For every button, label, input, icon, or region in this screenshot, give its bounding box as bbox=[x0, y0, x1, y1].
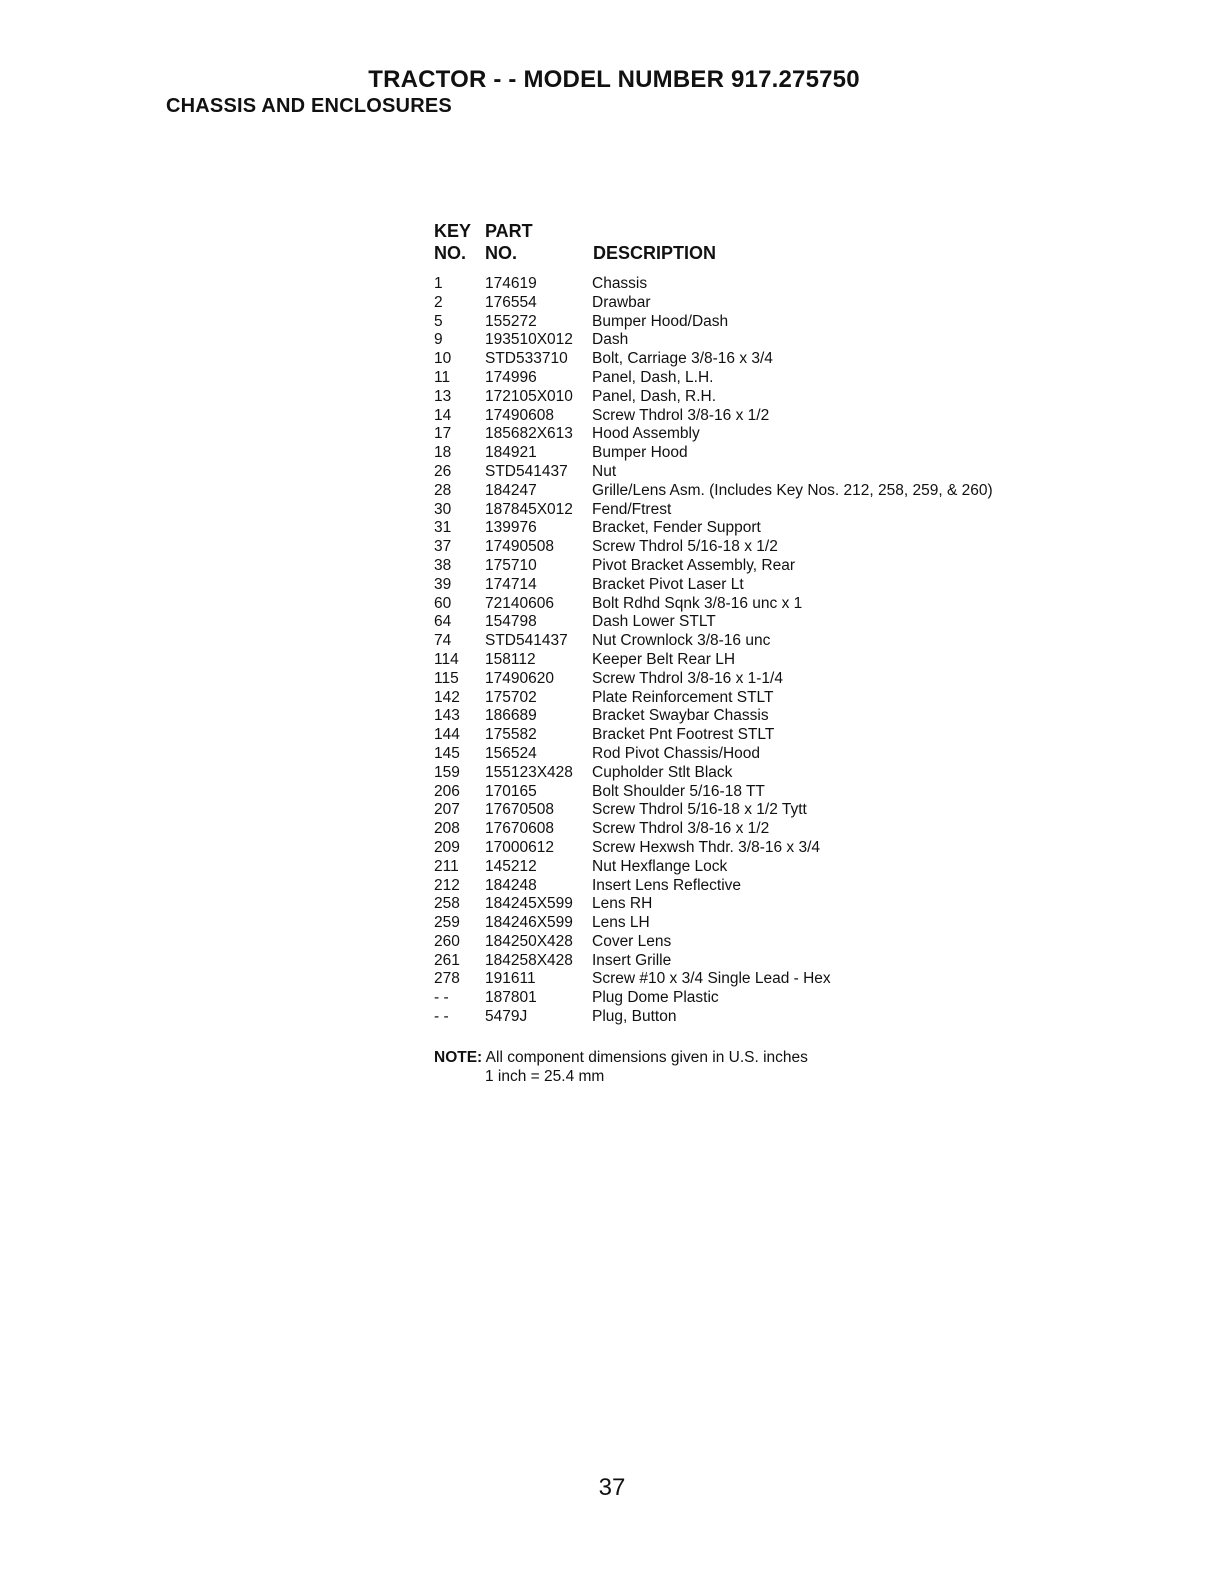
key-number: 18 bbox=[434, 444, 452, 462]
key-number: 64 bbox=[434, 613, 452, 631]
part-description: Plug Dome Plastic bbox=[592, 989, 719, 1007]
part-number: 175582 bbox=[485, 726, 537, 744]
table-row bbox=[434, 764, 1094, 783]
key-number: 60 bbox=[434, 594, 452, 612]
table-row bbox=[434, 651, 1094, 670]
table-row bbox=[434, 425, 1094, 444]
key-number: 211 bbox=[434, 857, 459, 875]
part-number: 174714 bbox=[485, 575, 537, 593]
part-description: Bumper Hood bbox=[592, 444, 688, 462]
table-row bbox=[434, 820, 1094, 839]
table-row bbox=[434, 726, 1094, 745]
part-description: Drawbar bbox=[592, 293, 651, 311]
key-number: 114 bbox=[434, 650, 459, 668]
table-row bbox=[434, 632, 1094, 651]
note-block bbox=[434, 1049, 808, 1086]
part-description: Nut Crownlock 3/8-16 unc bbox=[592, 632, 771, 650]
part-number: 187845X012 bbox=[485, 500, 573, 518]
table-row bbox=[434, 595, 1094, 614]
table-row bbox=[434, 970, 1094, 989]
page-title bbox=[0, 66, 1224, 94]
table-row bbox=[434, 369, 1094, 388]
part-number: 184245X599 bbox=[485, 895, 573, 913]
key-number: 258 bbox=[434, 895, 460, 913]
key-number: 13 bbox=[434, 387, 452, 405]
part-number: 184921 bbox=[485, 444, 537, 462]
table-row bbox=[434, 914, 1094, 933]
part-description: Bracket Pivot Laser Lt bbox=[592, 575, 744, 593]
part-number: 17670508 bbox=[485, 801, 554, 819]
part-number: 176554 bbox=[485, 293, 537, 311]
table-row bbox=[434, 801, 1094, 820]
table-row bbox=[434, 388, 1094, 407]
part-description: Bracket Swaybar Chassis bbox=[592, 707, 769, 725]
part-description: Screw Thdrol 5/16-18 x 1/2 Tytt bbox=[592, 801, 807, 819]
key-number: 206 bbox=[434, 782, 460, 800]
part-number: 174619 bbox=[485, 275, 537, 292]
part-number: 193510X012 bbox=[485, 331, 573, 349]
part-description: Bumper Hood/Dash bbox=[592, 312, 729, 330]
table-row bbox=[434, 331, 1094, 350]
part-description: Lens RH bbox=[592, 895, 653, 913]
part-number: 184250X428 bbox=[485, 932, 573, 950]
table-row bbox=[434, 538, 1094, 557]
header-part-line2: NO. bbox=[485, 243, 518, 263]
key-number: 11 bbox=[434, 368, 451, 386]
table-row bbox=[434, 745, 1094, 764]
part-number: 172105X010 bbox=[485, 387, 573, 405]
table-row bbox=[434, 576, 1094, 595]
part-number: 158112 bbox=[485, 650, 536, 668]
key-number: 115 bbox=[434, 669, 459, 687]
part-number: 185682X613 bbox=[485, 425, 573, 443]
key-number: 260 bbox=[434, 932, 460, 950]
part-description: Grille/Lens Asm. (Includes Key Nos. 212, 258, 259, & 260) bbox=[592, 481, 993, 499]
part-description: Pivot Bracket Assembly, Rear bbox=[592, 556, 796, 574]
key-number: 28 bbox=[434, 481, 452, 499]
part-number: 175702 bbox=[485, 688, 537, 706]
part-description: Insert Lens Reflective bbox=[592, 876, 742, 894]
part-number: 72140606 bbox=[485, 594, 554, 612]
part-description: Rod Pivot Chassis/Hood bbox=[592, 744, 760, 762]
table-row bbox=[434, 839, 1094, 858]
key-number: 259 bbox=[434, 914, 460, 932]
part-description: Hood Assembly bbox=[592, 425, 700, 443]
table-row bbox=[434, 444, 1094, 463]
key-number: 278 bbox=[434, 970, 460, 988]
part-number: 187801 bbox=[485, 989, 537, 1007]
part-description: Panel, Dash, L.H. bbox=[592, 368, 714, 386]
part-description: Screw Thdrol 5/16-18 x 1/2 bbox=[592, 538, 778, 556]
part-description: Insert Grille bbox=[592, 951, 672, 969]
key-number: 208 bbox=[434, 820, 460, 838]
part-number: 17000612 bbox=[485, 838, 554, 856]
part-number: 191611 bbox=[485, 970, 536, 988]
part-description: Lens LH bbox=[592, 914, 650, 932]
part-number: 175710 bbox=[485, 556, 537, 574]
part-number: 174996 bbox=[485, 368, 537, 386]
part-description: Dash bbox=[592, 331, 629, 349]
header-description: DESCRIPTION bbox=[593, 243, 717, 263]
page-number: 37 bbox=[598, 1474, 626, 1501]
key-number: 74 bbox=[434, 632, 452, 650]
key-number: 37 bbox=[434, 538, 452, 556]
part-number: 5479J bbox=[485, 1008, 528, 1026]
table-row bbox=[434, 1008, 1094, 1027]
part-number: 17670608 bbox=[485, 820, 554, 838]
part-number: STD541437 bbox=[485, 462, 568, 480]
key-number: 209 bbox=[434, 838, 460, 856]
key-number: 26 bbox=[434, 462, 452, 480]
part-number: 184248 bbox=[485, 876, 537, 894]
table-row bbox=[434, 783, 1094, 802]
key-number: 14 bbox=[434, 406, 452, 424]
table-row bbox=[434, 989, 1094, 1008]
table-row bbox=[434, 858, 1094, 877]
key-number: 145 bbox=[434, 744, 460, 762]
key-number: 144 bbox=[434, 726, 460, 744]
table-row bbox=[434, 313, 1094, 332]
part-description: Screw Thdrol 3/8-16 x 1-1/4 bbox=[592, 669, 783, 687]
part-number: 170165 bbox=[485, 782, 537, 800]
part-description: Fend/Ftrest bbox=[592, 500, 672, 518]
part-number: 17490508 bbox=[485, 538, 554, 556]
part-description: Bolt Shoulder 5/16-18 TT bbox=[592, 782, 765, 800]
part-description: Bracket, Fender Support bbox=[592, 519, 761, 537]
part-description: Screw #10 x 3/4 Single Lead - Hex bbox=[592, 970, 831, 988]
table-row bbox=[434, 613, 1094, 632]
key-number: 30 bbox=[434, 500, 452, 518]
key-number: 5 bbox=[434, 312, 443, 330]
table-row bbox=[434, 501, 1094, 520]
header-key-line1: KEY bbox=[434, 221, 472, 241]
table-row bbox=[434, 895, 1094, 914]
table-row bbox=[434, 952, 1094, 971]
key-number: 31 bbox=[434, 519, 452, 537]
table-row bbox=[434, 933, 1094, 952]
part-number: 17490608 bbox=[485, 406, 554, 424]
key-number: 1 bbox=[434, 275, 443, 292]
note-text: All component dimensions given in U.S. inches bbox=[485, 1049, 808, 1066]
key-number: 207 bbox=[434, 801, 460, 819]
part-number: 154798 bbox=[485, 613, 537, 631]
part-number: 17490620 bbox=[485, 669, 554, 687]
part-description: Keeper Belt Rear LH bbox=[592, 650, 736, 668]
part-description: Screw Hexwsh Thdr. 3/8-16 x 3/4 bbox=[592, 838, 821, 856]
key-number: - - bbox=[434, 1008, 449, 1026]
parts-list bbox=[434, 275, 1094, 1027]
part-description: Cupholder Stlt Black bbox=[592, 763, 733, 781]
part-description: Chassis bbox=[592, 275, 648, 292]
part-number: 184246X599 bbox=[485, 914, 573, 932]
table-row bbox=[434, 707, 1094, 726]
key-number: 10 bbox=[434, 350, 452, 368]
part-description: Nut Hexflange Lock bbox=[592, 857, 728, 875]
table-row bbox=[434, 519, 1094, 538]
part-number: STD533710 bbox=[485, 350, 568, 368]
section-subtitle: CHASSIS AND ENCLOSURES bbox=[166, 95, 452, 117]
table-row bbox=[434, 877, 1094, 896]
key-number: 212 bbox=[434, 876, 460, 894]
key-number: 39 bbox=[434, 575, 452, 593]
part-description: Plug, Button bbox=[592, 1008, 677, 1026]
note-conversion: 1 inch = 25.4 mm bbox=[485, 1067, 605, 1085]
part-description: Screw Thdrol 3/8-16 x 1/2 bbox=[592, 406, 770, 424]
part-description: Bolt, Carriage 3/8-16 x 3/4 bbox=[592, 350, 773, 368]
part-number: 186689 bbox=[485, 707, 537, 725]
header-part-line1: PART bbox=[485, 221, 533, 241]
part-description: Bracket Pnt Footrest STLT bbox=[592, 726, 775, 744]
table-row bbox=[434, 689, 1094, 708]
table-row bbox=[434, 350, 1094, 369]
key-number: 17 bbox=[434, 425, 452, 443]
table-row bbox=[434, 407, 1094, 426]
table-row bbox=[434, 275, 1094, 294]
part-number: 184247 bbox=[485, 481, 537, 499]
note-label: NOTE: bbox=[434, 1049, 483, 1066]
page-title-text: TRACTOR - - MODEL NUMBER 917.275750 bbox=[368, 66, 860, 93]
key-number: 159 bbox=[434, 763, 460, 781]
part-number: 156524 bbox=[485, 744, 537, 762]
table-row bbox=[434, 482, 1094, 501]
part-description: Plate Reinforcement STLT bbox=[592, 688, 774, 706]
part-number: 155272 bbox=[485, 312, 537, 330]
key-number: 261 bbox=[434, 951, 460, 969]
part-description: Screw Thdrol 3/8-16 x 1/2 bbox=[592, 820, 770, 838]
key-number: 9 bbox=[434, 331, 443, 349]
table-row bbox=[434, 294, 1094, 313]
key-number: 143 bbox=[434, 707, 460, 725]
key-number: 2 bbox=[434, 293, 443, 311]
part-number: STD541437 bbox=[485, 632, 568, 650]
key-number: 38 bbox=[434, 556, 452, 574]
part-number: 184258X428 bbox=[485, 951, 573, 969]
part-description: Cover Lens bbox=[592, 932, 672, 950]
part-description: Nut bbox=[592, 462, 617, 480]
part-number: 145212 bbox=[485, 857, 537, 875]
table-row bbox=[434, 670, 1094, 689]
table-row bbox=[434, 463, 1094, 482]
part-description: Panel, Dash, R.H. bbox=[592, 387, 717, 405]
key-number: - - bbox=[434, 989, 449, 1007]
part-description: Dash Lower STLT bbox=[592, 613, 716, 631]
part-description: Bolt Rdhd Sqnk 3/8-16 unc x 1 bbox=[592, 594, 803, 612]
key-number: 142 bbox=[434, 688, 460, 706]
table-row bbox=[434, 557, 1094, 576]
part-number: 139976 bbox=[485, 519, 537, 537]
header-key-line2: NO. bbox=[434, 243, 467, 263]
part-number: 155123X428 bbox=[485, 763, 573, 781]
